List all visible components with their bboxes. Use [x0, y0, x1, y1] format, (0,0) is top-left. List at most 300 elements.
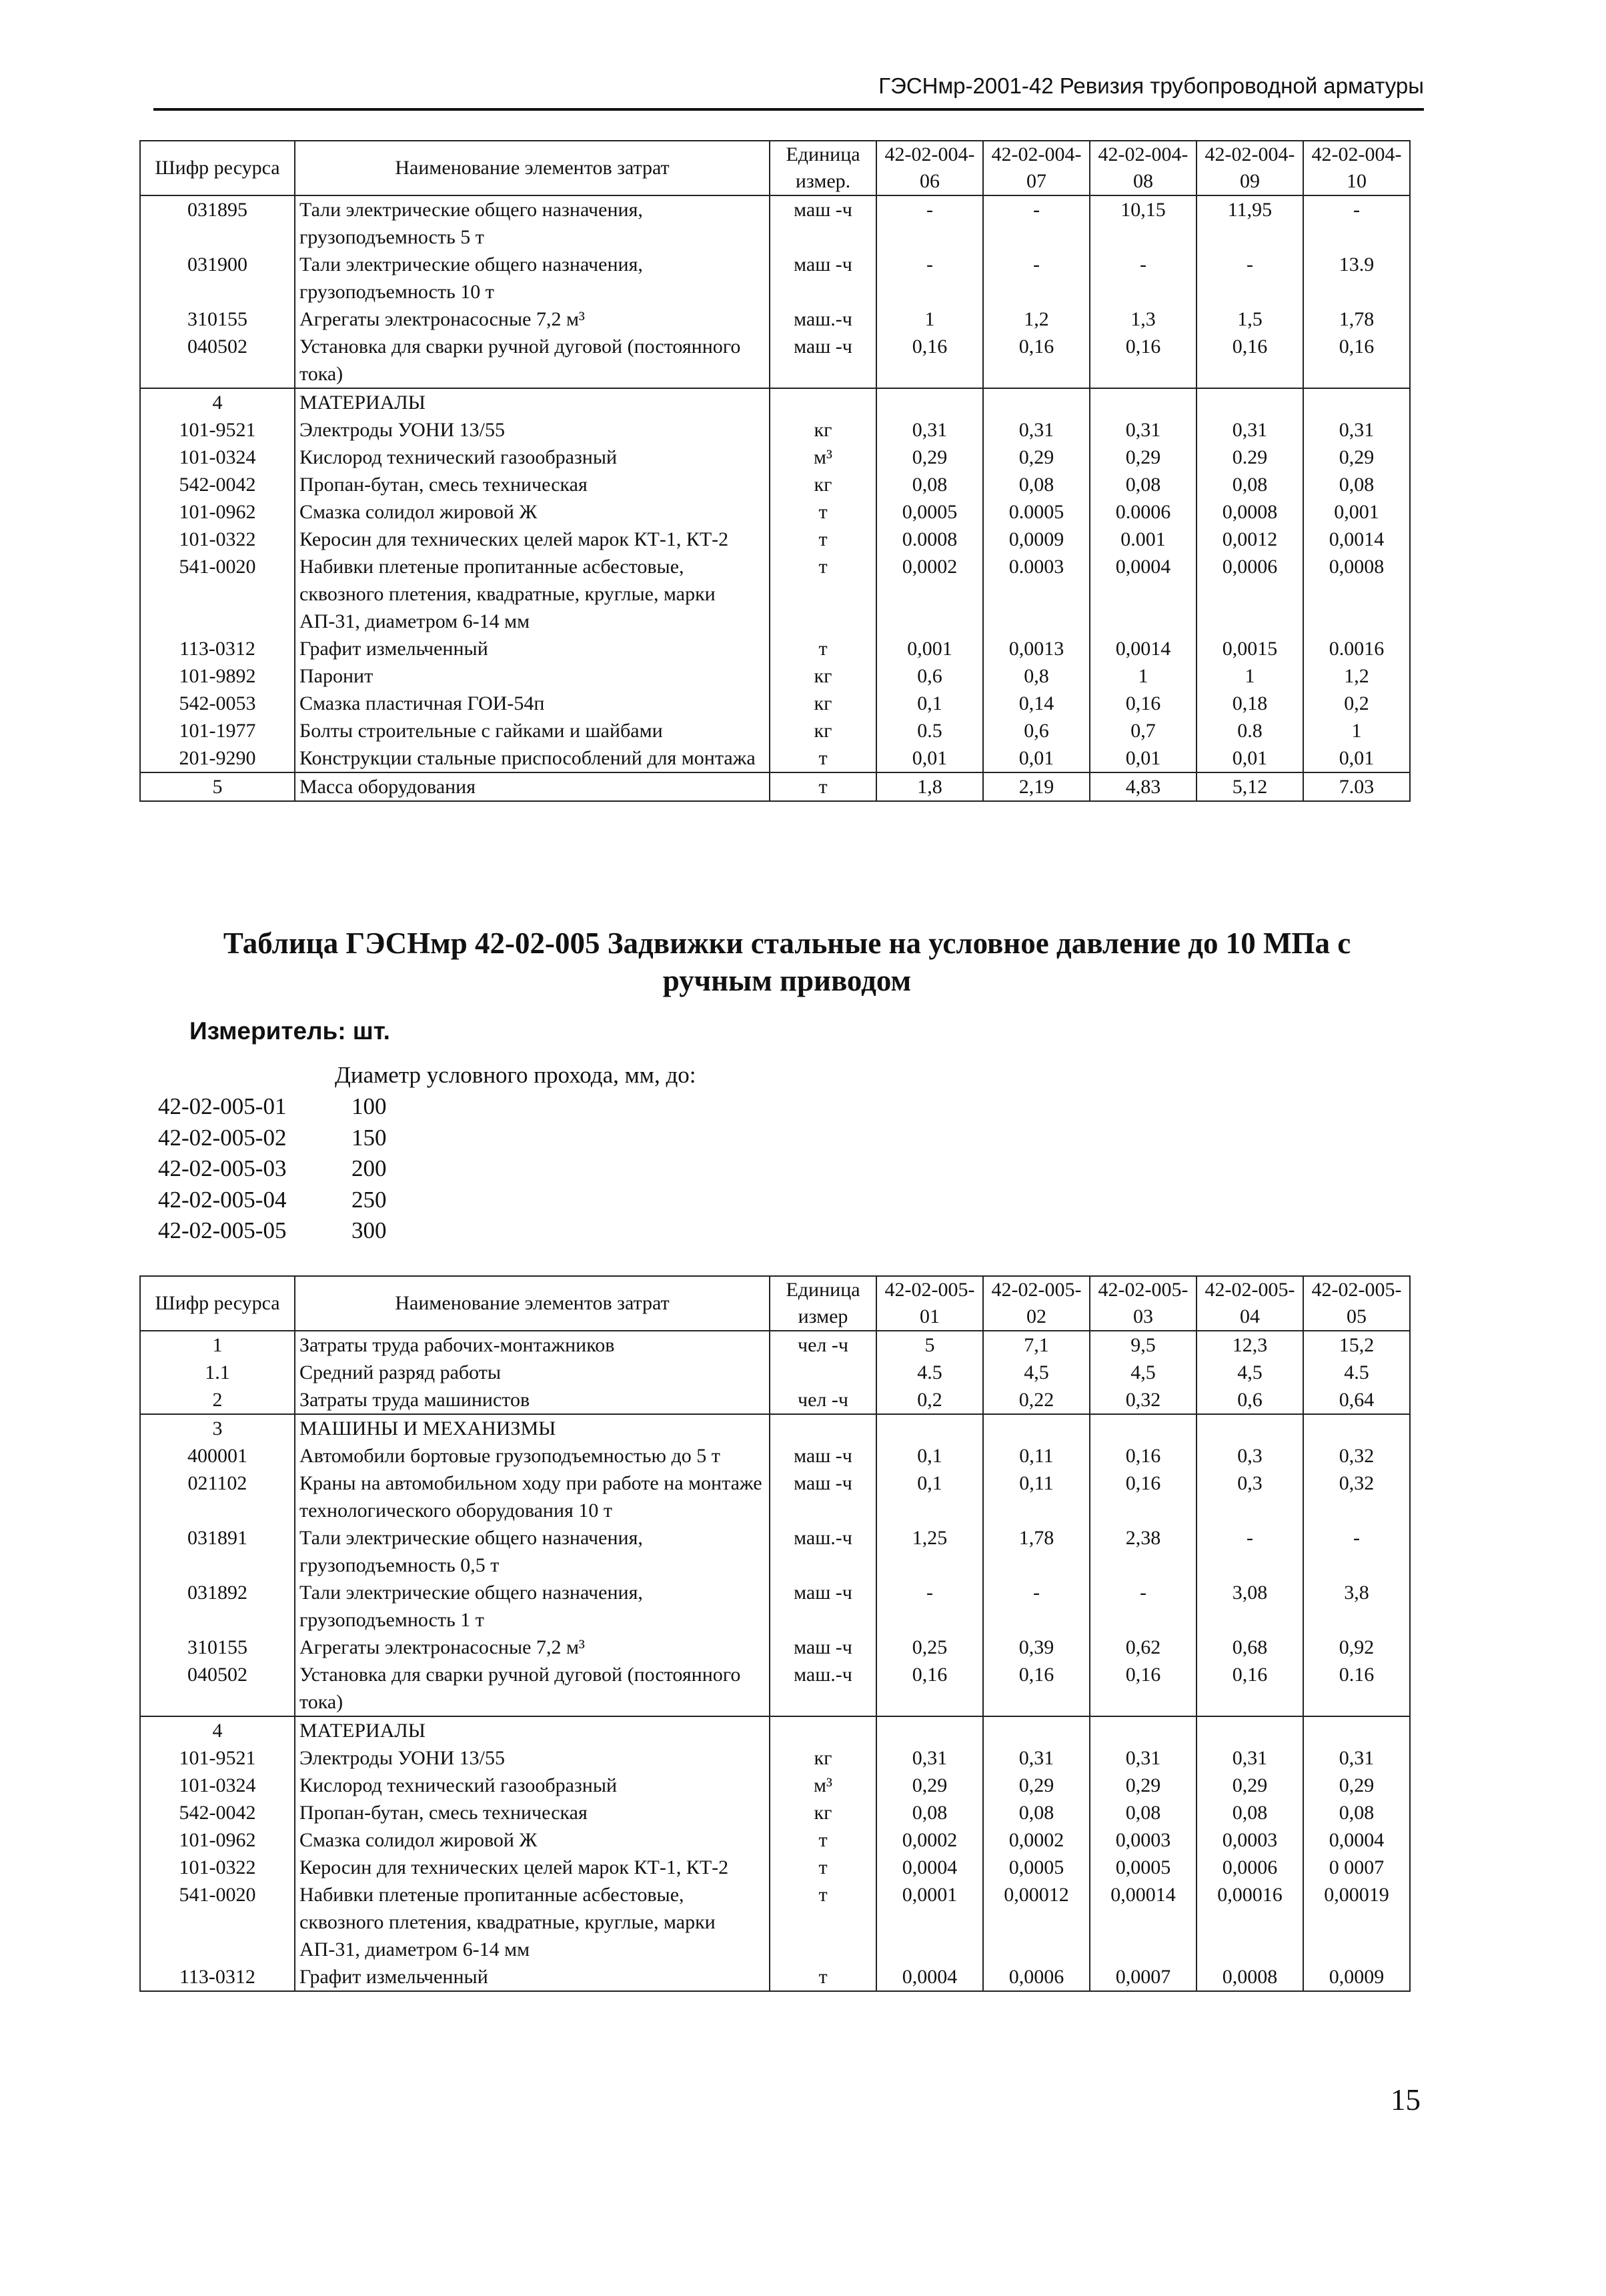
- resource-name: Паронит: [295, 662, 770, 690]
- resource-code: 1: [140, 1331, 295, 1359]
- norm-value: 0,3: [1196, 1470, 1303, 1524]
- norm-value: 4,83: [1090, 772, 1196, 801]
- norm-value: 1,3: [1090, 306, 1196, 333]
- norm-value: 0,16: [1090, 1661, 1196, 1716]
- diameter-code-list: [158, 1091, 387, 1247]
- norm-value: 7.03: [1303, 772, 1410, 801]
- norm-value: 0.0003: [983, 553, 1090, 635]
- norm-value: -: [1196, 251, 1303, 306]
- unit-of-measure: кг: [770, 1799, 876, 1826]
- norm-value: [1090, 1716, 1196, 1744]
- table-row: [140, 444, 1410, 471]
- diameter-value: 250: [351, 1186, 387, 1213]
- resource-code: 101-9521: [140, 1744, 295, 1772]
- resource-name: Набивки плетеные пропитанные асбестовые, сквозного плетения, квадратные, круглые, марки АП-31, диаметром 6-14 мм: [295, 1881, 770, 1963]
- code-row: [158, 1215, 387, 1247]
- norm-value: 0,00012: [983, 1881, 1090, 1963]
- norm-value: 0,25: [876, 1634, 983, 1661]
- norm-value: -: [1196, 1524, 1303, 1579]
- table-row: [140, 1963, 1410, 1991]
- resource-code: 541-0020: [140, 1881, 295, 1963]
- table-row: [140, 772, 1410, 801]
- norm-value: [1196, 1414, 1303, 1442]
- code: 42-02-005-04: [158, 1186, 287, 1213]
- table-title-line1: Таблица ГЭСНмр 42-02-005 Задвижки стальные на условное давление до 10 МПа с: [223, 927, 1351, 960]
- norm-value: 0,001: [876, 635, 983, 662]
- measure-unit: Измеритель: шт.: [189, 1017, 390, 1045]
- norm-value: 0.0005: [983, 498, 1090, 526]
- resource-code: 201-9290: [140, 744, 295, 772]
- unit-of-measure: маш.-ч: [770, 306, 876, 333]
- table-row: [140, 526, 1410, 553]
- norm-value: 0.16: [1303, 1661, 1410, 1716]
- table-row: [140, 1744, 1410, 1772]
- resource-name: Агрегаты электронасосные 7,2 м³: [295, 1634, 770, 1661]
- unit-of-measure: м³: [770, 444, 876, 471]
- unit-of-measure: маш -ч: [770, 1442, 876, 1470]
- diameter-value: 150: [351, 1124, 387, 1151]
- norm-value: -: [876, 1579, 983, 1634]
- diameter-value: 100: [351, 1093, 387, 1119]
- norm-value: [983, 1414, 1090, 1442]
- code: 42-02-005-01: [158, 1093, 287, 1119]
- norm-value: 2,38: [1090, 1524, 1196, 1579]
- norm-value: 1: [876, 306, 983, 333]
- norm-value: 0,16: [1196, 1661, 1303, 1716]
- col-header-v1: 42-02-004-06: [876, 141, 983, 195]
- norm-value: 0,31: [1090, 416, 1196, 444]
- resource-name: Автомобили бортовые грузоподъемностью до 5 т: [295, 1442, 770, 1470]
- resource-name: МАТЕРИАЛЫ: [295, 388, 770, 416]
- norm-value: -: [1090, 251, 1196, 306]
- resource-name: Графит измельченный: [295, 1963, 770, 1991]
- norm-value: 0,11: [983, 1470, 1090, 1524]
- resource-code: 101-0324: [140, 1772, 295, 1799]
- norm-value: [1196, 1716, 1303, 1744]
- resource-code: 101-0322: [140, 1854, 295, 1881]
- resource-code: 2: [140, 1386, 295, 1414]
- norm-value: 1,2: [983, 306, 1090, 333]
- norm-value: 0,2: [876, 1386, 983, 1414]
- norm-value: 0,92: [1303, 1634, 1410, 1661]
- norm-value: 0,0005: [876, 498, 983, 526]
- col-header-unit: Единица измер.: [770, 141, 876, 195]
- norm-value: 0,16: [983, 333, 1090, 388]
- diameter-heading: Диаметр условного прохода, мм, до:: [335, 1062, 696, 1088]
- norm-value: 0,01: [983, 744, 1090, 772]
- norm-value: 0,16: [1090, 1442, 1196, 1470]
- resource-table-004: [139, 140, 1411, 802]
- resource-table-005: [139, 1275, 1411, 1992]
- norm-value: [1303, 1414, 1410, 1442]
- unit-of-measure: маш.-ч: [770, 1661, 876, 1716]
- table-body: [140, 1331, 1410, 1991]
- table-row: [140, 1414, 1410, 1442]
- table-row: [140, 553, 1410, 635]
- table-row: [140, 1772, 1410, 1799]
- norm-value: 0,01: [876, 744, 983, 772]
- resource-name: Конструкции стальные приспособлений для монтажа: [295, 744, 770, 772]
- resource-name: Смазка пластичная ГОИ-54п: [295, 690, 770, 717]
- norm-value: 0,32: [1090, 1386, 1196, 1414]
- norm-value: 0,0006: [1196, 1854, 1303, 1881]
- resource-name: Пропан-бутан, смесь техническая: [295, 1799, 770, 1826]
- norm-value: 0,0005: [1090, 1854, 1196, 1881]
- norm-value: 0,0002: [983, 1826, 1090, 1854]
- norm-value: 0 0007: [1303, 1854, 1410, 1881]
- norm-value: [876, 388, 983, 416]
- norm-value: 0,0014: [1303, 526, 1410, 553]
- col-header-v2: 42-02-004-07: [983, 141, 1090, 195]
- unit-of-measure: маш -ч: [770, 1470, 876, 1524]
- table-row: [140, 1634, 1410, 1661]
- table-row: [140, 1442, 1410, 1470]
- norm-value: 0,0003: [1090, 1826, 1196, 1854]
- norm-value: 0,29: [1090, 444, 1196, 471]
- resource-code: 542-0053: [140, 690, 295, 717]
- col-header-unit: Единица измер: [770, 1276, 876, 1331]
- table-row: [140, 471, 1410, 498]
- norm-value: 0,0009: [1303, 1963, 1410, 1991]
- col-header-v5: 42-02-004-10: [1303, 141, 1410, 195]
- norm-value: 9,5: [1090, 1331, 1196, 1359]
- unit-of-measure: [770, 1716, 876, 1744]
- col-header-v1: 42-02-005-01: [876, 1276, 983, 1331]
- unit-of-measure: чел -ч: [770, 1386, 876, 1414]
- running-header: [153, 73, 1424, 111]
- unit-of-measure: [770, 388, 876, 416]
- norm-value: 13.9: [1303, 251, 1410, 306]
- table-row: [140, 744, 1410, 772]
- unit-of-measure: кг: [770, 717, 876, 744]
- code-row: [158, 1123, 387, 1154]
- norm-value: [876, 1716, 983, 1744]
- resource-code: 101-0962: [140, 1826, 295, 1854]
- table-row: [140, 1854, 1410, 1881]
- table-row: [140, 333, 1410, 388]
- norm-value: [983, 388, 1090, 416]
- running-title: ГЭСНмр-2001-42 Ревизия трубопроводной арматуры: [878, 73, 1424, 98]
- resource-name: МАШИНЫ И МЕХАНИЗМЫ: [295, 1414, 770, 1442]
- resource-code: 021102: [140, 1470, 295, 1524]
- col-header-code: Шифр ресурса: [140, 1276, 295, 1331]
- unit-of-measure: кг: [770, 416, 876, 444]
- norm-value: 15,2: [1303, 1331, 1410, 1359]
- unit-of-measure: м³: [770, 1772, 876, 1799]
- unit-of-measure: кг: [770, 690, 876, 717]
- norm-value: 0,22: [983, 1386, 1090, 1414]
- resource-code: 040502: [140, 1661, 295, 1716]
- norm-value: 0,08: [1196, 1799, 1303, 1826]
- norm-value: 0,08: [983, 471, 1090, 498]
- norm-value: 0,62: [1090, 1634, 1196, 1661]
- norm-value: 4.5: [876, 1359, 983, 1386]
- resource-name: Краны на автомобильном ходу при работе на монтаже технологического оборудования 10 т: [295, 1470, 770, 1524]
- norm-value: 0,01: [1303, 744, 1410, 772]
- resource-name: Средний разряд работы: [295, 1359, 770, 1386]
- norm-value: 0,0008: [1196, 498, 1303, 526]
- norm-value: 0,16: [876, 333, 983, 388]
- norm-value: 1,25: [876, 1524, 983, 1579]
- table-row: [140, 1470, 1410, 1524]
- norm-value: 0,0002: [876, 553, 983, 635]
- col-header-v5: 42-02-005-05: [1303, 1276, 1410, 1331]
- norm-value: 0,31: [876, 416, 983, 444]
- norm-value: 0,1: [876, 690, 983, 717]
- page-number: 15: [1391, 2083, 1421, 2117]
- diameter-value: 300: [351, 1217, 387, 1243]
- norm-value: 0,0002: [876, 1826, 983, 1854]
- table-row: [140, 416, 1410, 444]
- norm-value: 0,31: [1303, 416, 1410, 444]
- norm-value: 0,29: [1303, 1772, 1410, 1799]
- resource-code: 101-9892: [140, 662, 295, 690]
- table-row: [140, 1386, 1410, 1414]
- norm-value: 0,6: [983, 717, 1090, 744]
- norm-value: 0,01: [1090, 744, 1196, 772]
- norm-value: 0,001: [1303, 498, 1410, 526]
- norm-value: 0,1: [876, 1470, 983, 1524]
- norm-value: 0,0005: [983, 1854, 1090, 1881]
- norm-value: -: [1090, 1579, 1196, 1634]
- resource-name: Набивки плетеные пропитанные асбестовые, сквозного плетения, квадратные, круглые, марки АП-31, диаметром 6-14 мм: [295, 553, 770, 635]
- diameter-value: 200: [351, 1155, 387, 1181]
- norm-value: 0,31: [983, 1744, 1090, 1772]
- unit-of-measure: т: [770, 1826, 876, 1854]
- norm-value: -: [983, 251, 1090, 306]
- unit-of-measure: чел -ч: [770, 1331, 876, 1359]
- norm-value: 0,08: [983, 1799, 1090, 1826]
- resource-name: Установка для сварки ручной дуговой (постоянного тока): [295, 333, 770, 388]
- norm-value: 2,19: [983, 772, 1090, 801]
- table-row: [140, 498, 1410, 526]
- resource-code: 541-0020: [140, 553, 295, 635]
- norm-value: 11,95: [1196, 195, 1303, 251]
- table-row: [140, 195, 1410, 251]
- norm-value: 0.29: [1196, 444, 1303, 471]
- norm-value: -: [876, 251, 983, 306]
- norm-value: 0,08: [1196, 471, 1303, 498]
- unit-of-measure: т: [770, 772, 876, 801]
- norm-value: [1090, 388, 1196, 416]
- resource-name: Пропан-бутан, смесь техническая: [295, 471, 770, 498]
- resource-name: Тали электрические общего назначения, грузоподъемность 5 т: [295, 195, 770, 251]
- norm-value: 4,5: [1090, 1359, 1196, 1386]
- resource-code: 310155: [140, 1634, 295, 1661]
- unit-of-measure: кг: [770, 471, 876, 498]
- unit-of-measure: т: [770, 1963, 876, 1991]
- norm-value: 0,00019: [1303, 1881, 1410, 1963]
- table-row: [140, 635, 1410, 662]
- norm-value: 1,78: [1303, 306, 1410, 333]
- resource-code: 101-9521: [140, 416, 295, 444]
- norm-value: 0,0006: [983, 1963, 1090, 1991]
- unit-of-measure: т: [770, 498, 876, 526]
- col-header-name: Наименование элементов затрат: [295, 1276, 770, 1331]
- unit-of-measure: [770, 1414, 876, 1442]
- norm-value: 1,5: [1196, 306, 1303, 333]
- unit-of-measure: т: [770, 635, 876, 662]
- norm-value: 0,14: [983, 690, 1090, 717]
- norm-value: 0.001: [1090, 526, 1196, 553]
- norm-value: 0,0008: [1196, 1963, 1303, 1991]
- table-row: [140, 388, 1410, 416]
- unit-of-measure: маш -ч: [770, 251, 876, 306]
- resource-code: 031891: [140, 1524, 295, 1579]
- table-title: [153, 925, 1421, 999]
- unit-of-measure: т: [770, 744, 876, 772]
- table-row: [140, 1826, 1410, 1854]
- norm-value: 4,5: [983, 1359, 1090, 1386]
- resource-name: Кислород технический газообразный: [295, 1772, 770, 1799]
- table-row: [140, 1359, 1410, 1386]
- resource-name: Электроды УОНИ 13/55: [295, 416, 770, 444]
- norm-value: 0.5: [876, 717, 983, 744]
- norm-value: 4.5: [1303, 1359, 1410, 1386]
- norm-value: -: [983, 195, 1090, 251]
- resource-code: 3: [140, 1414, 295, 1442]
- unit-of-measure: т: [770, 1881, 876, 1963]
- table-row: [140, 1881, 1410, 1963]
- table-row: [140, 690, 1410, 717]
- norm-value: 0,16: [1090, 690, 1196, 717]
- resource-name: Агрегаты электронасосные 7,2 м³: [295, 306, 770, 333]
- norm-value: 0,3: [1196, 1442, 1303, 1470]
- table-row: [140, 1524, 1410, 1579]
- norm-value: [1303, 388, 1410, 416]
- norm-value: 4,5: [1196, 1359, 1303, 1386]
- norm-value: 0,6: [876, 662, 983, 690]
- norm-value: 0,2: [1303, 690, 1410, 717]
- norm-value: 0,00014: [1090, 1881, 1196, 1963]
- norm-value: 0,0013: [983, 635, 1090, 662]
- table-row: [140, 251, 1410, 306]
- norm-value: 3,8: [1303, 1579, 1410, 1634]
- resource-name: Болты строительные с гайками и шайбами: [295, 717, 770, 744]
- resource-name: Тали электрические общего назначения, грузоподъемность 0,5 т: [295, 1524, 770, 1579]
- norm-value: 0,0004: [876, 1963, 983, 1991]
- norm-value: 0,08: [1090, 1799, 1196, 1826]
- norm-value: 10,15: [1090, 195, 1196, 251]
- resource-code: 101-0322: [140, 526, 295, 553]
- unit-of-measure: т: [770, 1854, 876, 1881]
- norm-value: 0.0006: [1090, 498, 1196, 526]
- unit-of-measure: т: [770, 526, 876, 553]
- norm-value: 0,32: [1303, 1470, 1410, 1524]
- norm-value: 0,16: [876, 1661, 983, 1716]
- table-body: [140, 195, 1410, 801]
- resource-code: 1.1: [140, 1359, 295, 1386]
- code: 42-02-005-02: [158, 1124, 287, 1151]
- resource-code: 113-0312: [140, 1963, 295, 1991]
- resource-code: 031900: [140, 251, 295, 306]
- table-header-row: [140, 141, 1410, 195]
- norm-value: 0.0008: [876, 526, 983, 553]
- norm-value: 0,31: [1196, 1744, 1303, 1772]
- resource-name: Затраты труда машинистов: [295, 1386, 770, 1414]
- resource-name: Керосин для технических целей марок КТ-1, КТ-2: [295, 1854, 770, 1881]
- norm-value: [1196, 388, 1303, 416]
- norm-value: -: [1303, 1524, 1410, 1579]
- norm-value: 1: [1090, 662, 1196, 690]
- norm-value: 1: [1303, 717, 1410, 744]
- resource-code: 4: [140, 1716, 295, 1744]
- unit-of-measure: [770, 1359, 876, 1386]
- norm-value: 0,6: [1196, 1386, 1303, 1414]
- unit-of-measure: маш -ч: [770, 1634, 876, 1661]
- norm-value: 0,08: [1303, 1799, 1410, 1826]
- col-header-v2: 42-02-005-02: [983, 1276, 1090, 1331]
- code: 42-02-005-05: [158, 1217, 287, 1243]
- resource-name: Тали электрические общего назначения, грузоподъемность 10 т: [295, 251, 770, 306]
- resource-name: МАТЕРИАЛЫ: [295, 1716, 770, 1744]
- norm-value: 0,32: [1303, 1442, 1410, 1470]
- norm-value: 0,31: [983, 416, 1090, 444]
- resource-code: 542-0042: [140, 1799, 295, 1826]
- norm-value: 0,29: [983, 1772, 1090, 1799]
- unit-of-measure: маш -ч: [770, 333, 876, 388]
- norm-value: 0,31: [1196, 416, 1303, 444]
- resource-code: 040502: [140, 333, 295, 388]
- col-header-name: Наименование элементов затрат: [295, 141, 770, 195]
- norm-value: 0,64: [1303, 1386, 1410, 1414]
- norm-value: 0,16: [1196, 333, 1303, 388]
- norm-value: 0,31: [1090, 1744, 1196, 1772]
- norm-value: 0,7: [1090, 717, 1196, 744]
- unit-of-measure: т: [770, 553, 876, 635]
- resource-code: 400001: [140, 1442, 295, 1470]
- unit-of-measure: кг: [770, 1744, 876, 1772]
- norm-value: 0,01: [1196, 744, 1303, 772]
- norm-value: 0,0014: [1090, 635, 1196, 662]
- table-row: [140, 1661, 1410, 1716]
- norm-value: [1303, 1716, 1410, 1744]
- col-header-v4: 42-02-004-09: [1196, 141, 1303, 195]
- table-row: [140, 1579, 1410, 1634]
- norm-value: 0,0004: [1303, 1826, 1410, 1854]
- norm-value: 0,16: [1090, 1470, 1196, 1524]
- norm-value: [1090, 1414, 1196, 1442]
- resource-code: 101-0962: [140, 498, 295, 526]
- resource-name: Графит измельченный: [295, 635, 770, 662]
- norm-value: 0,29: [1303, 444, 1410, 471]
- resource-name: Смазка солидол жировой Ж: [295, 1826, 770, 1854]
- norm-value: [876, 1414, 983, 1442]
- norm-value: 0,0012: [1196, 526, 1303, 553]
- resource-name: Масса оборудования: [295, 772, 770, 801]
- norm-value: 0,08: [1090, 471, 1196, 498]
- unit-of-measure: маш.-ч: [770, 1524, 876, 1579]
- resource-code: 031892: [140, 1579, 295, 1634]
- resource-code: 310155: [140, 306, 295, 333]
- norm-value: 0,0009: [983, 526, 1090, 553]
- table-row: [140, 1799, 1410, 1826]
- resource-code: 101-0324: [140, 444, 295, 471]
- norm-value: 12,3: [1196, 1331, 1303, 1359]
- col-header-v4: 42-02-005-04: [1196, 1276, 1303, 1331]
- unit-of-measure: кг: [770, 662, 876, 690]
- code-row: [158, 1091, 387, 1123]
- norm-value: 0,31: [876, 1744, 983, 1772]
- norm-value: 1: [1196, 662, 1303, 690]
- norm-value: 0,0007: [1090, 1963, 1196, 1991]
- norm-value: 0,29: [1196, 1772, 1303, 1799]
- norm-value: 0,29: [876, 1772, 983, 1799]
- norm-value: 1,78: [983, 1524, 1090, 1579]
- norm-value: 0,8: [983, 662, 1090, 690]
- norm-value: 0,08: [876, 1799, 983, 1826]
- norm-value: 0,18: [1196, 690, 1303, 717]
